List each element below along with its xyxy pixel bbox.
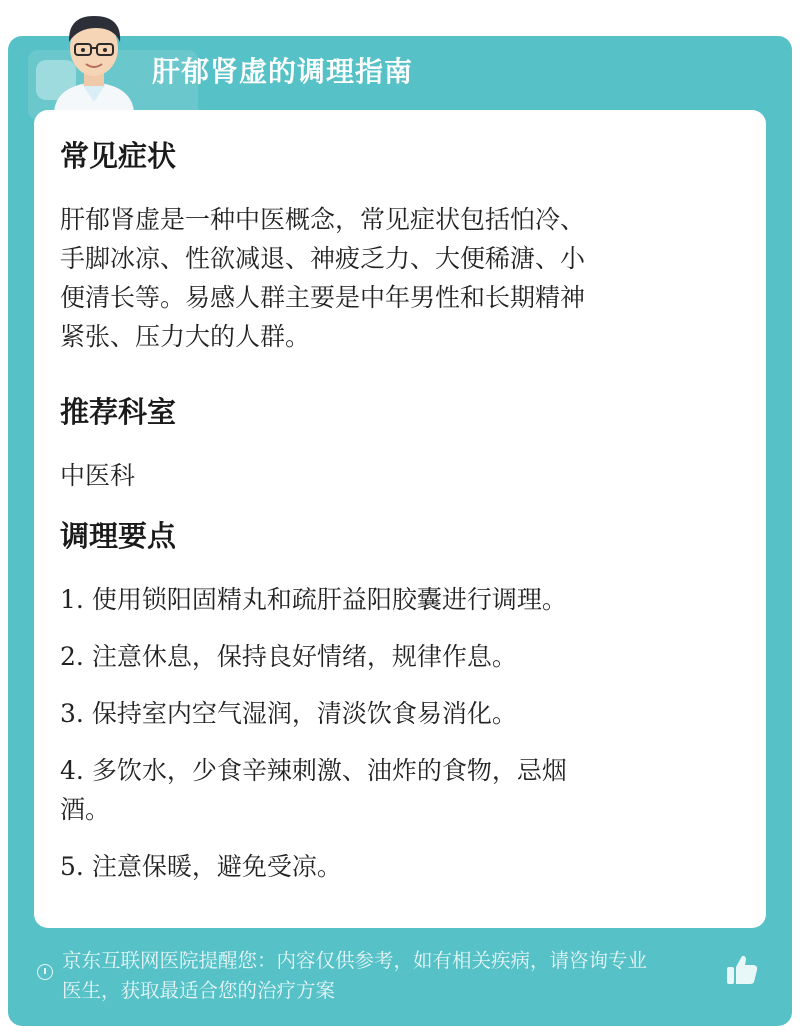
list-text: 多饮水，少食辛辣刺激、油炸的食物，忌烟 (91, 756, 567, 785)
thumbs-up-icon[interactable] (724, 952, 760, 988)
list-item (60, 580, 740, 619)
list-item (60, 637, 740, 676)
paragraph-line: 肝郁肾虚是一种中医概念，常见症状包括怕冷、 (60, 205, 586, 234)
disclaimer-text (62, 946, 732, 1006)
list-number: 1. (60, 585, 84, 614)
disclaimer-line: 医生，获取最适合您的治疗方案 (62, 979, 336, 1002)
symptoms-section (60, 136, 740, 356)
info-icon (37, 964, 53, 980)
care-points-section (60, 516, 740, 886)
list-text-continued: 酒。 (60, 795, 111, 824)
list-number: 2. (60, 642, 84, 671)
section-heading: 常见症状 (60, 139, 177, 173)
list-number: 4. (60, 756, 84, 785)
list-item (60, 694, 740, 733)
page-title: 肝郁肾虚的调理指南 (152, 55, 414, 88)
list-item (60, 751, 740, 829)
department-name: 中医科 (60, 461, 136, 490)
list-text: 注意保暖，避免受凉。 (91, 852, 342, 881)
section-heading: 调理要点 (60, 519, 177, 553)
paragraph-line: 手脚冰凉、性欲减退、神疲乏力、大便稀溏、小 (60, 244, 586, 273)
department-section (60, 392, 740, 495)
list-text: 保持室内空气湿润，清淡饮食易消化。 (91, 699, 517, 728)
paragraph-line: 紧张、压力大的人群。 (60, 322, 311, 351)
paragraph-line: 便清长等。易感人群主要是中年男性和长期精神 (60, 283, 586, 312)
list-text: 使用锁阳固精丸和疏肝益阳胶囊进行调理。 (91, 585, 567, 614)
list-number: 5. (60, 852, 84, 881)
section-heading: 推荐科室 (60, 395, 177, 429)
list-text: 注意休息，保持良好情绪，规律作息。 (91, 642, 517, 671)
doctor-avatar-icon (44, 6, 144, 112)
content-card (34, 110, 766, 928)
disclaimer-line: 京东互联网医院提醒您：内容仅供参考，如有相关疾病，请咨询专业 (62, 949, 648, 972)
list-item (60, 847, 740, 886)
list-number: 3. (60, 699, 84, 728)
